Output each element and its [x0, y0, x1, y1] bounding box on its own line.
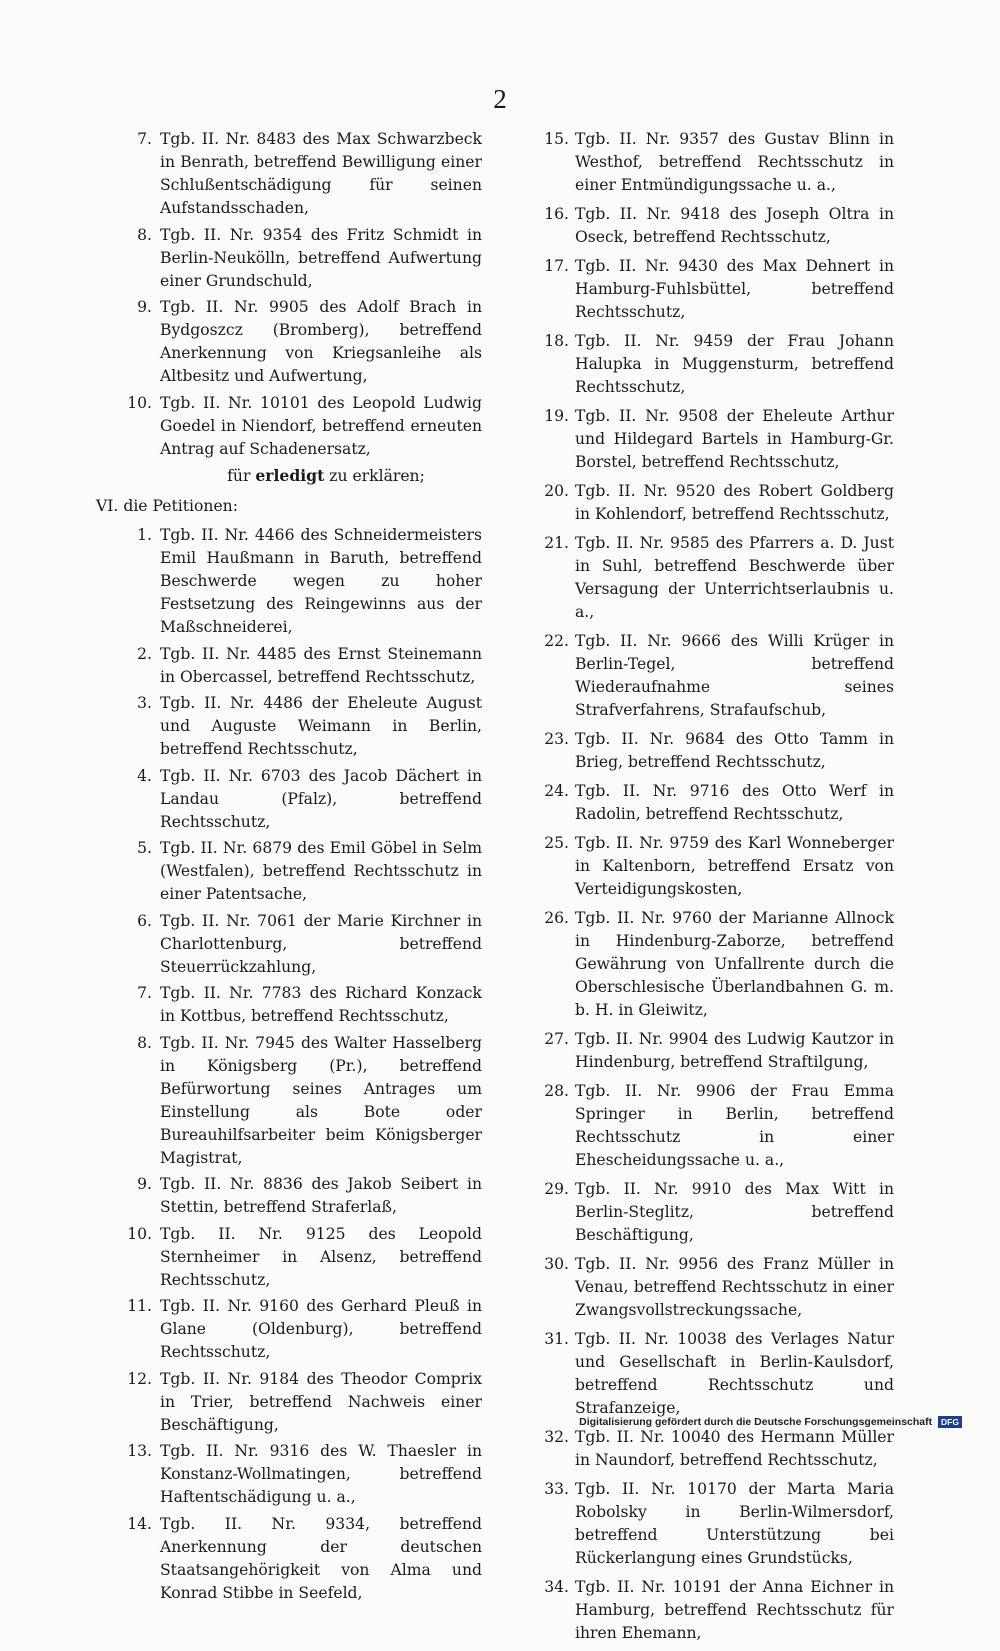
entry-number: 4. [137, 766, 152, 785]
entry-number: 9. [137, 1175, 152, 1193]
entry-number: 16. [544, 205, 569, 223]
entry-number: 21. [544, 534, 569, 552]
entry-number: 26. [544, 909, 569, 927]
petition-entry [538, 907, 894, 1022]
petition-entry [538, 1253, 894, 1322]
entry-text: Tgb. II. Nr. 4466 des Schneidermeisters Emil Haußmann in Baruth, betreffend Beschwerde wegen zu hoher Festsetzung des Reingewinns aus der Maßschneiderei, [160, 526, 482, 636]
petition-entry [538, 780, 894, 826]
entry-text: Tgb. II. Nr. 9459 der Frau Johann Halupka in Muggensturm, betreffend Rechtsschutz, [575, 332, 894, 396]
petition-entry [110, 1368, 482, 1437]
entry-number: 8. [137, 225, 152, 244]
petition-entry [110, 128, 482, 220]
petition-entry [110, 1032, 482, 1170]
entry-text: Tgb. II. Nr. 10101 des Leopold Ludwig Goedel in Niendorf, betreffend erneuten Antrag auf Schadenersatz, [160, 393, 482, 458]
entry-number: 2. [137, 644, 152, 663]
entry-number: 8. [137, 1033, 152, 1052]
petition-entry [110, 296, 482, 388]
petition-entry [538, 1028, 894, 1074]
petition-entry [110, 837, 482, 906]
entry-text: Tgb. II. Nr. 4485 des Ernst Steinemann in Obercassel, betreffend Rechtsschutz, [160, 644, 482, 686]
entry-number: 20. [544, 482, 569, 500]
entry-number: 33. [544, 1480, 569, 1498]
petition-entry [538, 1426, 894, 1472]
entry-number: 10. [127, 393, 152, 412]
petition-entry [538, 1576, 894, 1645]
footer [579, 1416, 962, 1428]
entry-number: 34. [544, 1578, 569, 1596]
petition-entry [538, 203, 894, 249]
entry-number: 1. [137, 526, 152, 544]
footer-text: Digitalisierung gefördert durch die Deutsche Forschungsgemeinschaft [579, 1415, 933, 1428]
petition-entry [538, 532, 894, 624]
entry-text: Tgb. II. Nr. 10038 des Verlages Natur und Gesellschaft in Berlin-Kaulsdorf, betreffend Rechtsschutz und Strafanzeige, [575, 1330, 894, 1417]
entry-text: Tgb. II. Nr. 7061 der Marie Kirchner in Charlottenburg, betreffend Steuerrückzahlung, [160, 911, 482, 976]
entry-number: 17. [544, 257, 569, 275]
entry-number: 18. [544, 332, 569, 350]
entry-text: Tgb. II. Nr. 10191 der Anna Eichner in Hamburg, betreffend Rechtsschutz für ihren Ehemann, [575, 1578, 894, 1642]
petition-entry [538, 1328, 894, 1420]
petition-entry [538, 1080, 894, 1172]
petition-entry [110, 524, 482, 639]
petition-entry [110, 1295, 482, 1364]
petition-entry [110, 910, 482, 979]
petition-entry [110, 643, 482, 689]
entry-text: Tgb. II. Nr. 6703 des Jacob Dächert in Landau (Pfalz), betreffend Rechtsschutz, [160, 766, 482, 831]
petition-entry [110, 392, 482, 461]
entry-text: Tgb. II. Nr. 6879 des Emil Göbel in Selm (Westfalen), betreffend Rechtsschutz in einer Patentsache, [160, 839, 482, 903]
resolution-keyword: erledigt [255, 466, 325, 485]
entry-text: Tgb. II. Nr. 7945 des Walter Hasselberg in Königsberg (Pr.), betreffend Befürwortung seines Antrages um Einstellung als Bote oder Bureauhilfsarbeiter beim Königsberger Magistrat, [160, 1033, 482, 1167]
entry-number: 23. [544, 730, 569, 748]
entry-number: 11. [127, 1297, 152, 1315]
entry-text: Tgb. II. Nr. 9508 der Eheleute Arthur und Hildegard Bartels in Hamburg-Gr. Borstel, betreffend Rechtsschutz, [575, 407, 894, 471]
page-number: 2 [493, 84, 507, 114]
entry-text: Tgb. II. Nr. 9906 der Frau Emma Springer in Berlin, betreffend Rechtsschutz in einer Ehescheidungssache u. a., [575, 1082, 894, 1169]
petition-entry [538, 630, 894, 722]
entry-text: Tgb. II. Nr. 9759 des Karl Wonneberger in Kaltenborn, betreffend Ersatz von Verteidigungskosten, [575, 834, 894, 898]
petition-entry [110, 765, 482, 834]
entry-text: Tgb. II. Nr. 4486 der Eheleute August und Auguste Weimann in Berlin, betreffend Rechtsschutz, [160, 694, 482, 758]
entry-text: Tgb. II. Nr. 9905 des Adolf Brach in Bydgoszcz (Bromberg), betreffend Anerkennung von Kriegsanleihe als Altbesitz und Aufwertung, [160, 298, 482, 385]
entry-number: 25. [544, 834, 569, 852]
entry-text: Tgb. II. Nr. 9666 des Willi Krüger in Berlin-Tegel, betreffend Wiederaufnahme seines Strafverfahrens, Strafaufschub, [575, 632, 894, 719]
entry-text: Tgb. II. Nr. 10040 des Hermann Müller in Naundorf, betreffend Rechtsschutz, [575, 1428, 894, 1469]
petition-entry [110, 692, 482, 761]
entry-text: Tgb. II. Nr. 8483 des Max Schwarzbeck in Benrath, betreffend Bewilligung einer Schlußentschädigung für seinen Aufstandsschaden, [160, 130, 482, 217]
entry-number: 19. [544, 407, 569, 425]
entry-text: Tgb. II. Nr. 10170 der Marta Maria Robolsky in Berlin-Wilmersdorf, betreffend Unterstützung bei Rückerlangung eines Grundstücks, [575, 1480, 894, 1567]
petition-entry [538, 255, 894, 324]
petition-entry [110, 1173, 482, 1219]
entry-number: 6. [137, 911, 152, 930]
petition-entry [538, 480, 894, 526]
entry-text: Tgb. II. Nr. 9760 der Marianne Allnock in Hindenburg-Zaborze, betreffend Gewährung von Unfallrente durch die Oberschlesische Überlandbahnen G. m. b. H. in Gleiwitz, [575, 909, 894, 1019]
entry-number: 3. [137, 694, 152, 712]
entry-number: 24. [544, 782, 569, 800]
entry-number: 12. [127, 1369, 152, 1388]
entry-text: Tgb. II. Nr. 9904 des Ludwig Kautzor in Hindenburg, betreffend Straftilgung, [575, 1030, 894, 1071]
entry-number: 5. [137, 839, 152, 857]
petition-entry [538, 1178, 894, 1247]
petition-entry [538, 405, 894, 474]
entry-number: 13. [127, 1442, 152, 1460]
entry-number: 28. [544, 1082, 569, 1100]
entry-number: 15. [544, 130, 569, 148]
resolution-prefix: für [227, 467, 256, 485]
petition-entry [538, 128, 894, 197]
resolution-line [170, 464, 482, 488]
left-column [96, 128, 482, 1608]
entry-text: Tgb. II. Nr. 9160 des Gerhard Pleuß in Glane (Oldenburg), betreffend Rechtsschutz, [160, 1297, 482, 1361]
entry-number: 7. [137, 984, 152, 1002]
entry-text: Tgb. II. Nr. 9684 des Otto Tamm in Brieg, betreffend Rechtsschutz, [575, 730, 894, 771]
entry-text: Tgb. II. Nr. 9956 des Franz Müller in Venau, betreffend Rechtsschutz in einer Zwangsvollstreckungssache, [575, 1255, 894, 1319]
entry-text: Tgb. II. Nr. 8836 des Jakob Seibert in Stettin, betreffend Straferlaß, [160, 1175, 482, 1216]
entry-number: 30. [544, 1255, 569, 1273]
petition-entry [110, 1513, 482, 1605]
entry-text: Tgb. II. Nr. 9354 des Fritz Schmidt in Berlin-Neukölln, betreffend Aufwertung einer Grundschuld, [160, 225, 482, 290]
entry-text: Tgb. II. Nr. 9716 des Otto Werf in Radolin, betreffend Rechtsschutz, [575, 782, 894, 823]
petition-entry [110, 1223, 482, 1292]
entry-text: Tgb. II. Nr. 9334, betreffend Anerkennung der deutschen Staatsangehörigkeit von Alma und Konrad Stibbe in Seefeld, [160, 1514, 482, 1602]
entry-text: Tgb. II. Nr. 9418 des Joseph Oltra in Oseck, betreffend Rechtsschutz, [575, 205, 894, 246]
section-heading: VI. die Petitionen: [96, 497, 238, 515]
entry-number: 14. [127, 1514, 152, 1533]
entry-number: 29. [544, 1180, 569, 1198]
entry-text: Tgb. II. Nr. 9316 des W. Thaesler in Konstanz-Wollmatingen, betreffend Haftentschädigung u. a., [160, 1442, 482, 1506]
petition-entry [110, 1440, 482, 1509]
resolution-suffix: zu erklären; [324, 467, 425, 485]
entry-number: 9. [137, 298, 152, 316]
entry-number: 32. [544, 1428, 569, 1446]
entry-number: 7. [137, 130, 152, 148]
petition-entry [110, 982, 482, 1028]
entry-list-a [110, 128, 482, 461]
petition-entry [538, 832, 894, 901]
entry-text: Tgb. II. Nr. 9520 des Robert Goldberg in Kohlendorf, betreffend Rechtsschutz, [575, 482, 894, 523]
entry-text: Tgb. II. Nr. 9357 des Gustav Blinn in Westhof, betreffend Rechtsschutz in einer Entmündigungssache u. a., [575, 130, 894, 194]
dfg-logo: DFG [938, 1416, 962, 1428]
entry-text: Tgb. II. Nr. 9430 des Max Dehnert in Hamburg-Fuhlsbüttel, betreffend Rechtsschutz, [575, 257, 894, 321]
entry-text: Tgb. II. Nr. 9910 des Max Witt in Berlin-Steglitz, betreffend Beschäftigung, [575, 1180, 894, 1244]
entry-number: 22. [544, 632, 569, 650]
petition-entry [538, 1478, 894, 1570]
entry-text: Tgb. II. Nr. 7783 des Richard Konzack in Kottbus, betreffend Rechtsschutz, [160, 984, 482, 1025]
entry-number: 10. [127, 1224, 152, 1243]
petition-entry [538, 330, 894, 399]
petition-entry [538, 728, 894, 774]
petition-entry [110, 224, 482, 293]
entry-number: 31. [544, 1330, 569, 1348]
entry-text: Tgb. II. Nr. 9125 des Leopold Sternheimer in Alsenz, betreffend Rechtsschutz, [160, 1224, 482, 1289]
entry-text: Tgb. II. Nr. 9184 des Theodor Comprix in Trier, betreffend Nachweis einer Beschäftigung, [160, 1369, 482, 1434]
entry-number: 27. [544, 1030, 569, 1048]
entry-text: Tgb. II. Nr. 9585 des Pfarrers a. D. Just in Suhl, betreffend Beschwerde über Versagung der Unterrichtserlaubnis u. a., [575, 534, 894, 621]
entry-list-b [110, 524, 482, 1605]
